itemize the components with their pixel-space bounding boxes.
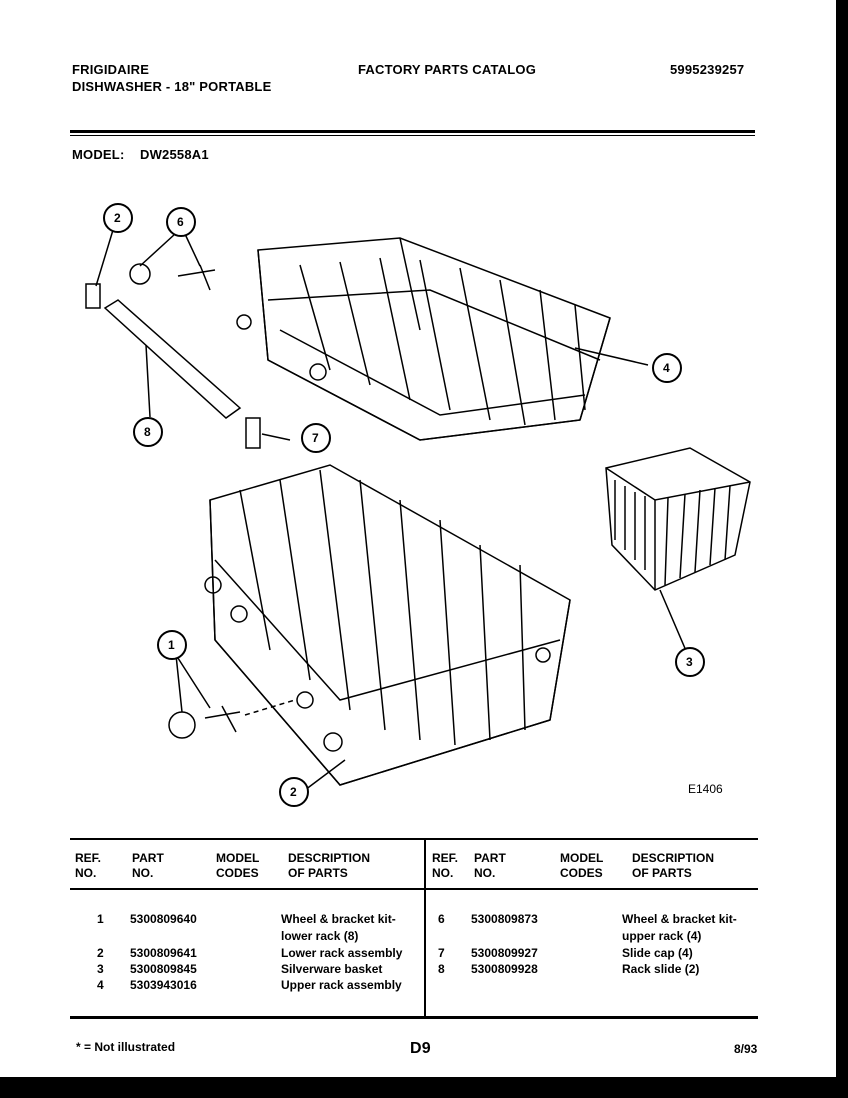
description: Wheel & bracket kit-	[281, 912, 396, 926]
upper-rack	[258, 238, 610, 440]
part-no: 5300809641	[130, 946, 197, 960]
description: Upper rack assembly	[281, 978, 402, 992]
brand: FRIGIDAIRE	[72, 62, 150, 77]
lower-wheel	[324, 733, 342, 751]
col-ref: REF. NO.	[75, 851, 102, 880]
part-no: 5300809845	[130, 962, 197, 976]
lower-wheel-kit	[169, 712, 195, 738]
catalog-title: FACTORY PARTS CATALOG	[358, 62, 537, 77]
col-model: MODEL CODES	[216, 851, 260, 880]
description: upper rack (4)	[622, 929, 702, 943]
lower-wheel	[297, 692, 313, 708]
ref-no: 7	[438, 946, 445, 960]
lower-rack	[210, 465, 570, 785]
rack-slide	[105, 300, 240, 418]
callout-8: 8	[144, 425, 151, 439]
part-no: 5303943016	[130, 978, 197, 992]
col-desc: DESCRIPTION OF PARTS	[632, 851, 715, 880]
part-no: 5300809640	[130, 912, 197, 926]
description: Silverware basket	[281, 962, 383, 976]
description: Slide cap (4)	[622, 946, 693, 960]
revision-date: 8/93	[734, 1042, 758, 1056]
description: Lower rack assembly	[281, 946, 403, 960]
footnote: * = Not illustrated	[76, 1040, 176, 1054]
callout-2: 2	[290, 785, 297, 799]
col-model: MODEL CODES	[560, 851, 604, 880]
slide-cap	[246, 418, 260, 448]
callout-7: 7	[312, 431, 319, 445]
ref-no: 2	[97, 946, 104, 960]
description: Wheel & bracket kit-	[622, 912, 737, 926]
description: Rack slide (2)	[622, 962, 700, 976]
callout-3: 3	[686, 655, 693, 669]
upper-wheel	[310, 364, 326, 380]
part-no: 5300809873	[471, 912, 538, 926]
upper-wheel-kit	[130, 264, 150, 284]
ref-no: 8	[438, 962, 445, 976]
table-top-rule	[70, 838, 758, 840]
callout-6: 6	[177, 215, 184, 229]
product-title: DISHWASHER - 18" PORTABLE	[72, 79, 272, 94]
col-part: PART NO.	[132, 851, 164, 880]
part-no: 5300809927	[471, 946, 538, 960]
figure-code: E1406	[688, 782, 723, 796]
ref-no: 6	[438, 912, 445, 926]
table-divider	[424, 840, 426, 1017]
page-number: D9	[410, 1040, 431, 1057]
callout-7: 2	[114, 211, 121, 225]
callout-4: 4	[663, 361, 670, 375]
table-header-rule	[70, 888, 758, 890]
lower-wheel	[231, 606, 247, 622]
upper-wheel	[237, 315, 251, 329]
callout-1: 1	[168, 638, 175, 652]
table-bottom-rule	[70, 1016, 758, 1019]
silverware-basket	[606, 448, 750, 590]
ref-no: 4	[97, 978, 104, 992]
slide-cap	[86, 284, 100, 308]
description: lower rack (8)	[281, 929, 359, 943]
col-ref: REF. NO.	[432, 851, 459, 880]
model-value: DW2558A1	[140, 147, 209, 162]
upper-bracket	[178, 265, 215, 290]
model-label: MODEL:	[72, 147, 125, 162]
ref-no: 1	[97, 912, 104, 926]
lower-wheel	[536, 648, 550, 662]
part-no: 5300809928	[471, 962, 538, 976]
col-part: PART NO.	[474, 851, 506, 880]
ref-no: 3	[97, 962, 104, 976]
lower-bracket	[205, 706, 240, 732]
catalog-number: 5995239257	[670, 62, 745, 77]
col-desc: DESCRIPTION OF PARTS	[288, 851, 371, 880]
